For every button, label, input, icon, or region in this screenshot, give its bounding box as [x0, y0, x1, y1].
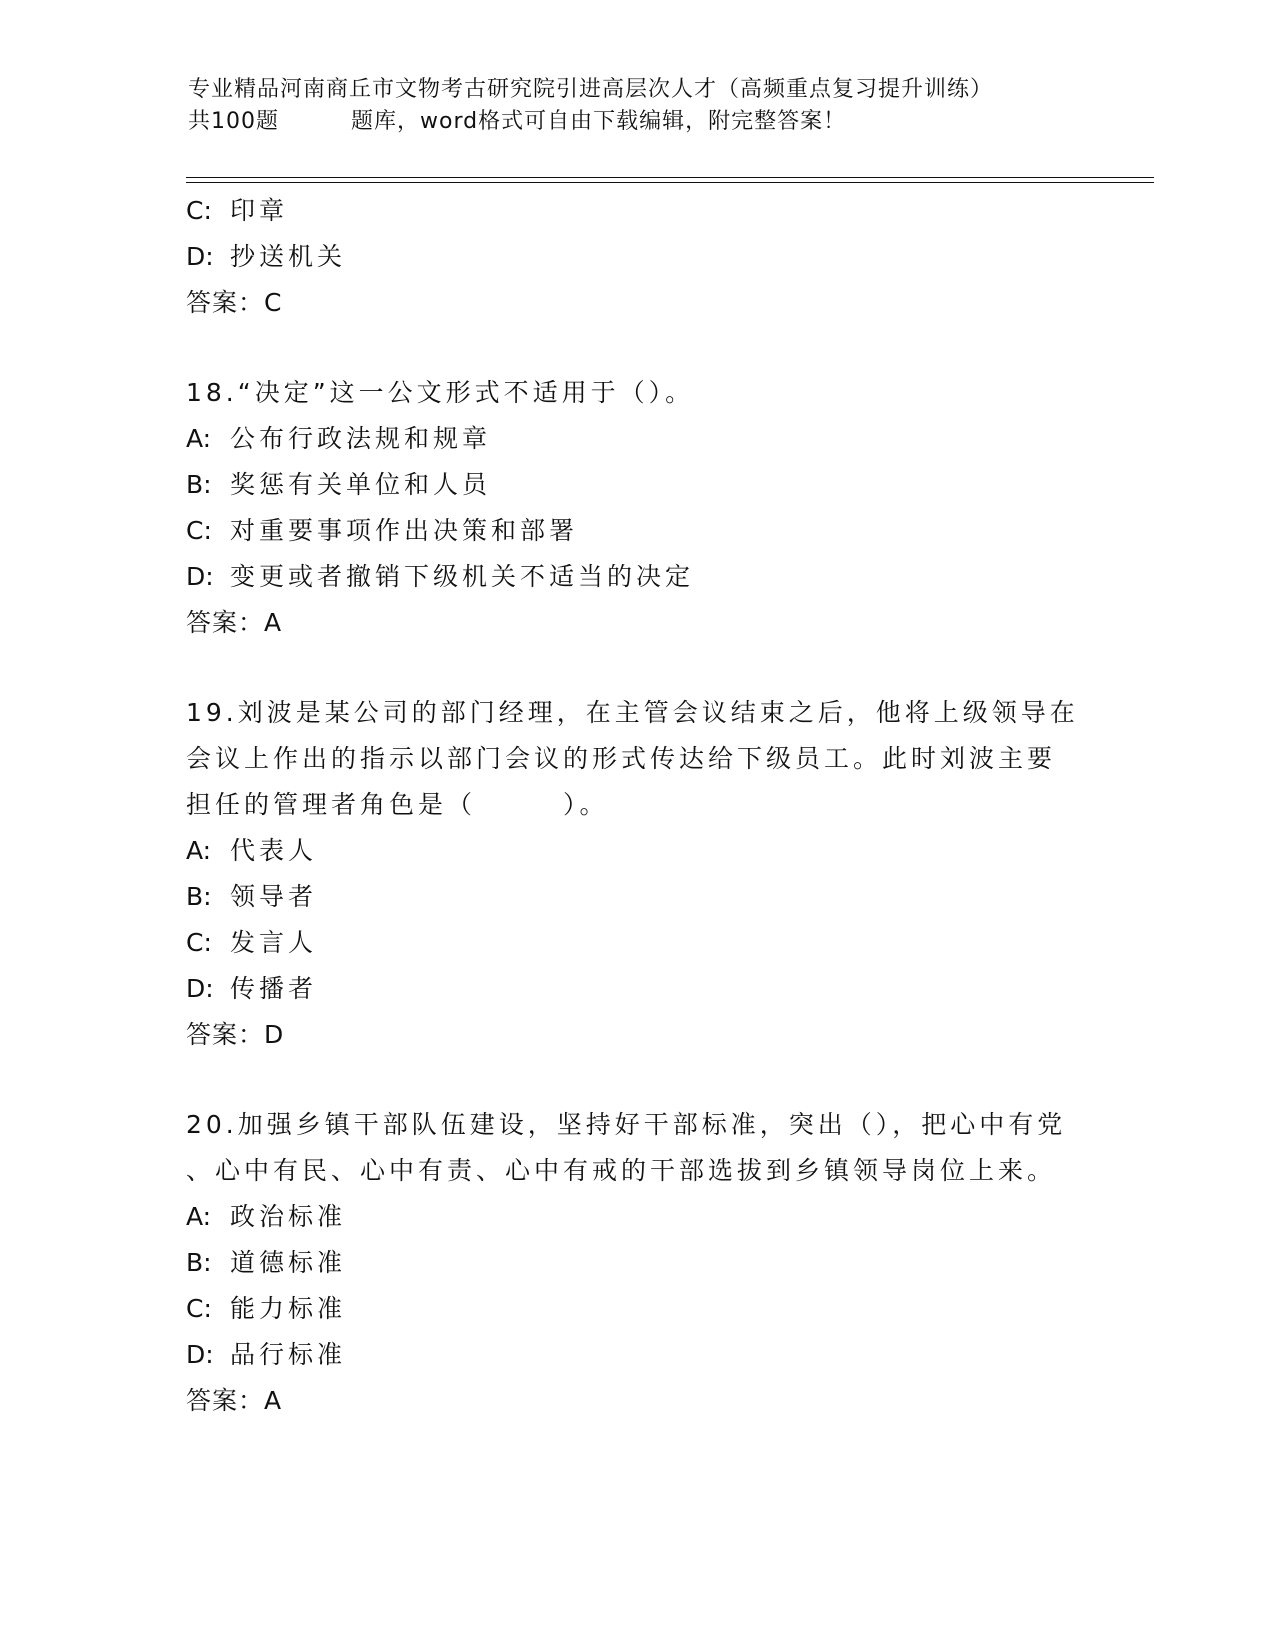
header-question-count: 共100题 — [188, 109, 279, 134]
option-row — [186, 1286, 1086, 1332]
option-text: 品行标准 — [230, 1340, 347, 1369]
answer-line: 答案：D — [186, 1020, 285, 1049]
option-row — [186, 1240, 1086, 1286]
option-row — [186, 234, 1086, 280]
option-label: C: — [186, 196, 212, 225]
question-text: 19.刘波是某公司的部门经理，在主管会议结束之后，他将上级领导在 — [186, 698, 1079, 727]
document-header — [188, 74, 1088, 138]
question-block — [186, 690, 1086, 1058]
option-row — [186, 1332, 1086, 1378]
option-label: D: — [186, 242, 214, 271]
question-text: 会议上作出的指示以部门会议的形式传达给下级员工。此时刘波主要 — [186, 744, 1057, 773]
option-text: 对重要事项作出决策和部署 — [230, 516, 579, 545]
question-text: 、心中有民、心中有责、心中有戒的干部选拔到乡镇领导岗位上来。 — [186, 1156, 1057, 1185]
option-text: 道德标准 — [230, 1248, 347, 1277]
question-list — [186, 188, 1086, 1424]
option-label: B: — [186, 1248, 212, 1277]
option-label: D: — [186, 1340, 214, 1369]
option-label: D: — [186, 562, 214, 591]
option-label: B: — [186, 882, 212, 911]
option-text: 公布行政法规和规章 — [230, 424, 492, 453]
option-row — [186, 966, 1086, 1012]
option-label: D: — [186, 974, 214, 1003]
option-row — [186, 188, 1086, 234]
option-text: 领导者 — [230, 882, 318, 911]
option-row — [186, 554, 1086, 600]
option-text: 抄送机关 — [230, 242, 347, 271]
option-row — [186, 1194, 1086, 1240]
option-text: 能力标准 — [230, 1294, 347, 1323]
option-row — [186, 874, 1086, 920]
option-label: C: — [186, 516, 212, 545]
answer-line: 答案：C — [186, 288, 283, 317]
question-block — [186, 1102, 1086, 1424]
option-label: C: — [186, 928, 212, 957]
option-label: A: — [186, 836, 212, 865]
option-row — [186, 920, 1086, 966]
option-label: C: — [186, 1294, 212, 1323]
question-text: 18.“决定”这一公文形式不适用于（）。 — [186, 378, 695, 407]
option-label: A: — [186, 1202, 212, 1231]
header-subtitle-line — [188, 106, 1088, 138]
question-block — [186, 370, 1086, 646]
option-label: A: — [186, 424, 212, 453]
answer-line: 答案：A — [186, 608, 283, 637]
option-label: B: — [186, 470, 212, 499]
header-description: 题库，word格式可自由下载编辑，附完整答案！ — [351, 109, 847, 134]
option-text: 代表人 — [230, 836, 318, 865]
question-text: 担任的管理者角色是（ ）。 — [186, 790, 609, 819]
option-text: 传播者 — [230, 974, 318, 1003]
option-text: 发言人 — [230, 928, 318, 957]
option-text: 变更或者撤销下级机关不适当的决定 — [230, 562, 695, 591]
header-title-line: 专业精品河南商丘市文物考古研究院引进高层次人才（高频重点复习提升训练） — [188, 77, 994, 102]
option-text: 印章 — [230, 196, 289, 225]
option-text: 政治标准 — [230, 1202, 347, 1231]
option-row — [186, 416, 1086, 462]
question-text: 20.加强乡镇干部队伍建设，坚持好干部标准，突出（），把心中有党 — [186, 1110, 1067, 1139]
answer-line: 答案：A — [186, 1386, 283, 1415]
header-divider-bottom — [186, 182, 1154, 183]
option-row — [186, 508, 1086, 554]
carry-over-block — [186, 188, 1086, 326]
header-divider-top — [186, 177, 1154, 178]
option-row — [186, 828, 1086, 874]
option-text: 奖惩有关单位和人员 — [230, 470, 492, 499]
option-row — [186, 462, 1086, 508]
